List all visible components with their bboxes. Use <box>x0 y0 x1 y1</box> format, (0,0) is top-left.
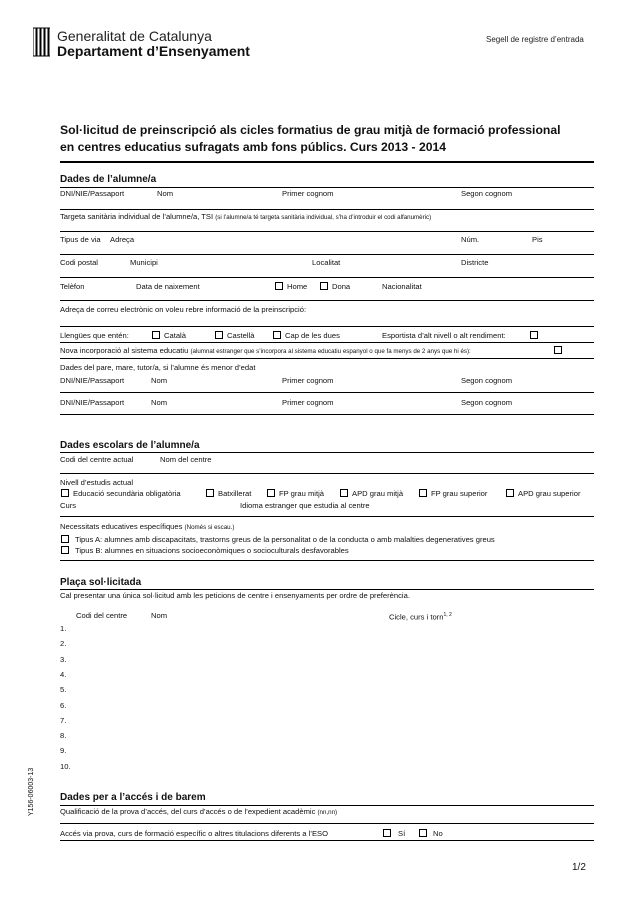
placement-row-number: 8. <box>60 731 67 741</box>
student-surname2-label: Segon cognom <box>461 189 513 198</box>
student-name-label: Nom <box>157 189 174 198</box>
section-divider <box>60 589 594 590</box>
form-title <box>60 122 600 156</box>
district-label: Districte <box>461 258 489 267</box>
address-label: Adreça <box>110 235 135 244</box>
col-cycle-label: Cicle, curs i torn <box>389 612 444 622</box>
sex-female-label: Dona <box>332 282 351 291</box>
access-score-note: (nn,nn) <box>317 809 338 816</box>
placement-row-number: 10. <box>60 761 71 771</box>
row-divider <box>60 254 594 255</box>
guardian1-surname1-label: Primer cognom <box>282 376 334 385</box>
org-name-line1: Generalitat de Catalunya <box>57 28 212 44</box>
row-divider <box>60 840 594 841</box>
street-type-label: Tipus de via <box>60 235 101 244</box>
sex-male-label: Home <box>287 282 308 291</box>
row-divider <box>60 560 594 561</box>
org-name-line2: Departament d’Ensenyament <box>57 43 250 59</box>
course-label: Curs <box>60 501 77 510</box>
current-level-label: Nivell d’estudis actual <box>60 478 134 487</box>
section-divider <box>60 805 594 806</box>
language-catalan-label: Català <box>164 331 186 340</box>
form-code: Y156-06003-13 <box>28 767 35 816</box>
school-section-title: Dades escolars de l’alumne/a <box>60 440 200 451</box>
placement-row-number: 9. <box>60 746 67 756</box>
needs-type-b-checkbox[interactable] <box>61 546 69 554</box>
guardian2-surname2-label: Segon cognom <box>461 398 513 407</box>
student-surname1-label: Primer cognom <box>282 189 334 198</box>
placement-row-number: 2. <box>60 639 67 649</box>
row-divider <box>60 414 594 415</box>
elite-athlete-checkbox[interactable] <box>530 331 538 339</box>
placement-row-number: 1. <box>60 624 67 633</box>
row-divider <box>60 516 594 517</box>
email-label: Adreça de correu electrònic on voleu rebre informació de la preinscripció: <box>60 305 307 314</box>
access-route-yes-label: Sí <box>398 829 406 838</box>
language-spanish-label: Castellà <box>227 331 255 340</box>
language-catalan-checkbox[interactable] <box>152 331 160 339</box>
locality-label: Localitat <box>312 258 341 267</box>
col-cycle-footnote: 1, 2 <box>443 612 452 618</box>
guardian1-name-label: Nom <box>151 376 168 385</box>
language-none-checkbox[interactable] <box>273 331 281 339</box>
col-cycle-header <box>389 611 452 622</box>
needs-type-a-label: Tipus A: alumnes amb discapacitats, trastorns greus de la personalitat o de la conducta o amb malalties degeneratives greus <box>75 535 495 544</box>
row-divider <box>60 358 594 359</box>
sex-male-checkbox[interactable] <box>275 282 283 290</box>
guardian2-surname1-label: Primer cognom <box>282 398 334 407</box>
placement-section-title: Plaça sol·licitada <box>60 577 142 588</box>
page-number: 1/2 <box>572 862 586 873</box>
special-needs-field <box>60 522 234 532</box>
needs-type-a-checkbox[interactable] <box>61 535 69 543</box>
new-arrival-note: (alumnat estranger que s’incorpora al sistema educatiu espanyol o que fa menys de 2 anys que hi és): <box>190 348 471 355</box>
phone-label: Telèfon <box>60 282 85 291</box>
new-arrival-checkbox[interactable] <box>554 346 562 354</box>
needs-type-b-label: Tipus B: alumnes en situacions socioeconòmiques o socioculturals desfavorables <box>75 546 349 555</box>
current-centre-name-label: Nom del centre <box>160 455 212 464</box>
guardian-label: Dades del pare, mare, tutor/a, si l’alumne és menor d’edat <box>60 363 256 372</box>
foreign-language-label: Idioma estranger que estudia al centre <box>240 501 370 510</box>
level-fp-gs-label: FP grau superior <box>431 489 488 498</box>
col-centre-code-header: Codi del centre <box>76 611 128 620</box>
birthdate-label: Data de naixement <box>136 282 200 291</box>
placement-row-number: 5. <box>60 685 67 695</box>
access-score-field <box>60 807 337 817</box>
level-fp-gs-checkbox[interactable] <box>419 489 427 497</box>
placement-row-number: 7. <box>60 715 67 725</box>
new-arrival-label: Nova incorporació al sistema educatiu <box>60 346 189 355</box>
languages-label: Llengües que entén: <box>60 331 129 340</box>
elite-athlete-label: Esportista d’alt nivell o alt rendiment: <box>382 331 506 340</box>
language-none-label: Cap de les dues <box>285 331 340 340</box>
level-fp-gm-checkbox[interactable] <box>267 489 275 497</box>
guardian2-name-label: Nom <box>151 398 168 407</box>
student-section-title: Dades de l’alumne/a <box>60 174 157 185</box>
title-divider <box>60 161 594 163</box>
access-section-title: Dades per a l’accés i de barem <box>60 792 206 803</box>
row-divider <box>60 277 594 278</box>
level-eso-checkbox[interactable] <box>61 489 69 497</box>
guardian2-id-label: DNI/NIE/Passaport <box>60 398 125 407</box>
section-divider <box>60 187 594 188</box>
col-name-header: Nom <box>151 611 168 620</box>
access-route-yes-checkbox[interactable] <box>383 829 391 837</box>
guardian1-id-label: DNI/NIE/Passaport <box>60 376 125 385</box>
municipality-label: Municipi <box>130 258 158 267</box>
row-divider <box>60 342 594 343</box>
health-card-note: (si l’alumne/a té targeta sanitària individual, s’ha d’introduir el codi alfanumèric) <box>215 214 432 221</box>
special-needs-label: Necessitats educatives específiques <box>60 522 183 531</box>
level-apd-gm-label: APD grau mitjà <box>352 489 404 498</box>
row-divider <box>60 823 594 824</box>
placement-row-number: 4. <box>60 669 67 679</box>
postal-code-label: Codi postal <box>60 258 98 267</box>
level-eso-label: Educació secundària obligatòria <box>73 489 181 498</box>
student-id-label: DNI/NIE/Passaport <box>60 189 125 198</box>
form-title-line1: Sol·licitud de preinscripció als cicles formatius de grau mitjà de formació professional <box>60 123 561 137</box>
language-spanish-checkbox[interactable] <box>215 331 223 339</box>
street-number-label: Núm. <box>461 235 480 244</box>
level-batxillerat-checkbox[interactable] <box>206 489 214 497</box>
access-route-no-label: No <box>433 829 443 838</box>
sex-female-checkbox[interactable] <box>320 282 328 290</box>
special-needs-note: (Només si escau.) <box>184 524 235 531</box>
level-apd-gs-checkbox[interactable] <box>506 489 514 497</box>
guardian1-surname2-label: Segon cognom <box>461 376 513 385</box>
access-route-label: Accés via prova, curs de formació específic o altres titulacions diferents a l’ESO <box>60 829 329 838</box>
level-batxillerat-label: Batxillerat <box>218 489 252 498</box>
form-title-line2: en centres educatius sufragats amb fons públics. Curs 2013 - 2014 <box>60 140 447 154</box>
row-divider <box>60 231 594 232</box>
placement-row-number: 3. <box>60 654 67 664</box>
level-apd-gs-label: APD grau superior <box>518 489 581 498</box>
nationality-label: Nacionalitat <box>382 282 422 291</box>
health-card-label: Targeta sanitària individual de l’alumne/a, TSI <box>60 212 214 221</box>
row-divider <box>60 209 594 210</box>
level-apd-gm-checkbox[interactable] <box>340 489 348 497</box>
level-fp-gm-label: FP grau mitjà <box>279 489 325 498</box>
placement-row-number: 6. <box>60 700 67 710</box>
section-divider <box>60 452 594 453</box>
placement-instructions: Cal presentar una única sol·licitud amb les peticions de centre i ensenyaments per ordre de preferència. <box>60 591 410 600</box>
row-divider <box>60 326 594 327</box>
new-arrival-field <box>60 346 471 356</box>
access-score-label: Qualificació de la prova d’accés, del curs d’accés o de l’expedient acadèmic <box>60 807 316 816</box>
row-divider <box>60 473 594 474</box>
registry-stamp-label: Segell de registre d’entrada <box>486 35 584 44</box>
row-divider <box>60 392 594 393</box>
row-divider <box>60 300 594 301</box>
current-centre-code-label: Codi del centre actual <box>60 455 134 464</box>
health-card-field[interactable] <box>60 212 431 222</box>
access-route-no-checkbox[interactable] <box>419 829 427 837</box>
floor-label: Pis <box>532 235 543 244</box>
catalan-flag-bars-icon <box>33 26 50 58</box>
